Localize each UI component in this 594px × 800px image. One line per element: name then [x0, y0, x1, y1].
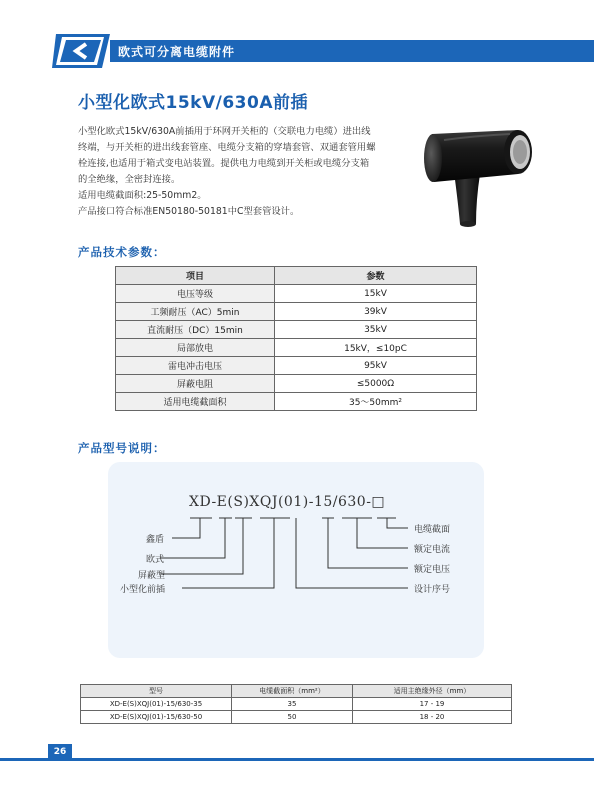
table-row: [116, 393, 477, 411]
table-row: [81, 698, 512, 711]
model-label-design-no: 设计序号: [414, 585, 451, 595]
table-cell: 18 - 20: [353, 711, 512, 724]
intro-line: 的全绝缘，全密封连接。: [78, 174, 181, 185]
intro-line: 产品接口符合标准EN50180-50181中C型套管设计。: [78, 206, 300, 217]
model-label-shielded: 屏蔽型: [138, 571, 166, 581]
model-label-brand: 鑫盾: [146, 535, 165, 545]
intro-line: 终端，与开关柜的进出线套管座、电缆分支箱的穿墙套管、双通套管用螺: [78, 142, 376, 153]
column-header: 适用主绝缘外径（mm）: [353, 685, 512, 698]
model-table: [80, 684, 512, 724]
model-label-rated-voltage: 额定电压: [414, 565, 451, 575]
spec-table: [115, 266, 477, 411]
column-header: 电缆截面积（mm²）: [232, 685, 353, 698]
footer-rule: [0, 758, 594, 761]
table-cell: 15kV: [275, 285, 477, 303]
table-cell: 电压等级: [116, 285, 275, 303]
model-label-rated-current: 额定电流: [414, 545, 451, 555]
chevron-left-icon: [52, 34, 110, 68]
product-photo: [414, 112, 544, 232]
model-label-european: 欧式: [146, 555, 165, 565]
table-cell: 雷电冲击电压: [116, 357, 275, 375]
table-cell: 局部放电: [116, 339, 275, 357]
table-cell: 35: [232, 698, 353, 711]
table-row: [116, 357, 477, 375]
table-row: [81, 711, 512, 724]
table-cell: 15kV，≤10pC: [275, 339, 477, 357]
table-cell: XD-E(S)XQJ(01)-15/630-35: [81, 698, 232, 711]
table-cell: 95kV: [275, 357, 477, 375]
page-header: [0, 34, 594, 68]
table-row: [116, 339, 477, 357]
table-cell: 35kV: [275, 321, 477, 339]
column-header: 项目: [116, 267, 275, 285]
table-cell: 屏蔽电阻: [116, 375, 275, 393]
intro-line: 栓连接,也适用于箱式变电站装置。提供电力电缆到开关柜或电缆分支箱: [78, 158, 370, 169]
model-section-heading: 产品型号说明：: [78, 441, 166, 455]
table-header-row: [81, 685, 512, 698]
table-header-row: [116, 267, 477, 285]
section-title: 欧式可分离电缆附件: [118, 45, 236, 59]
page-title: 小型化欧式15kV/630A前插: [78, 93, 308, 113]
column-header: 参数: [275, 267, 477, 285]
table-row: [116, 375, 477, 393]
table-cell: 直流耐压（DC）15min: [116, 321, 275, 339]
table-cell: 适用电缆截面积: [116, 393, 275, 411]
intro-line: 小型化欧式15kV/630A前插用于环网开关柜的（交联电力电缆）进出线: [78, 126, 371, 137]
model-label-compact-front: 小型化前插: [120, 585, 166, 595]
intro-text: [78, 124, 410, 220]
page-number: 26: [48, 744, 72, 760]
table-row: [116, 321, 477, 339]
table-cell: ≤5000Ω: [275, 375, 477, 393]
table-cell: 工频耐压（AC）5min: [116, 303, 275, 321]
table-cell: 35～50mm²: [275, 393, 477, 411]
model-code: XD-E(S)XQJ(01)-15/630-□: [189, 494, 386, 510]
column-header: 型号: [81, 685, 232, 698]
table-cell: 17 - 19: [353, 698, 512, 711]
spec-section-heading: 产品技术参数：: [78, 245, 166, 259]
table-cell: 39kV: [275, 303, 477, 321]
intro-line: 适用电缆截面积:25-50mm2。: [78, 190, 207, 201]
table-row: [116, 303, 477, 321]
table-row: [116, 285, 477, 303]
table-cell: XD-E(S)XQJ(01)-15/630-50: [81, 711, 232, 724]
model-diagram-connectors: [108, 462, 484, 658]
model-label-cross-section: 电缆截面: [414, 525, 451, 535]
table-cell: 50: [232, 711, 353, 724]
